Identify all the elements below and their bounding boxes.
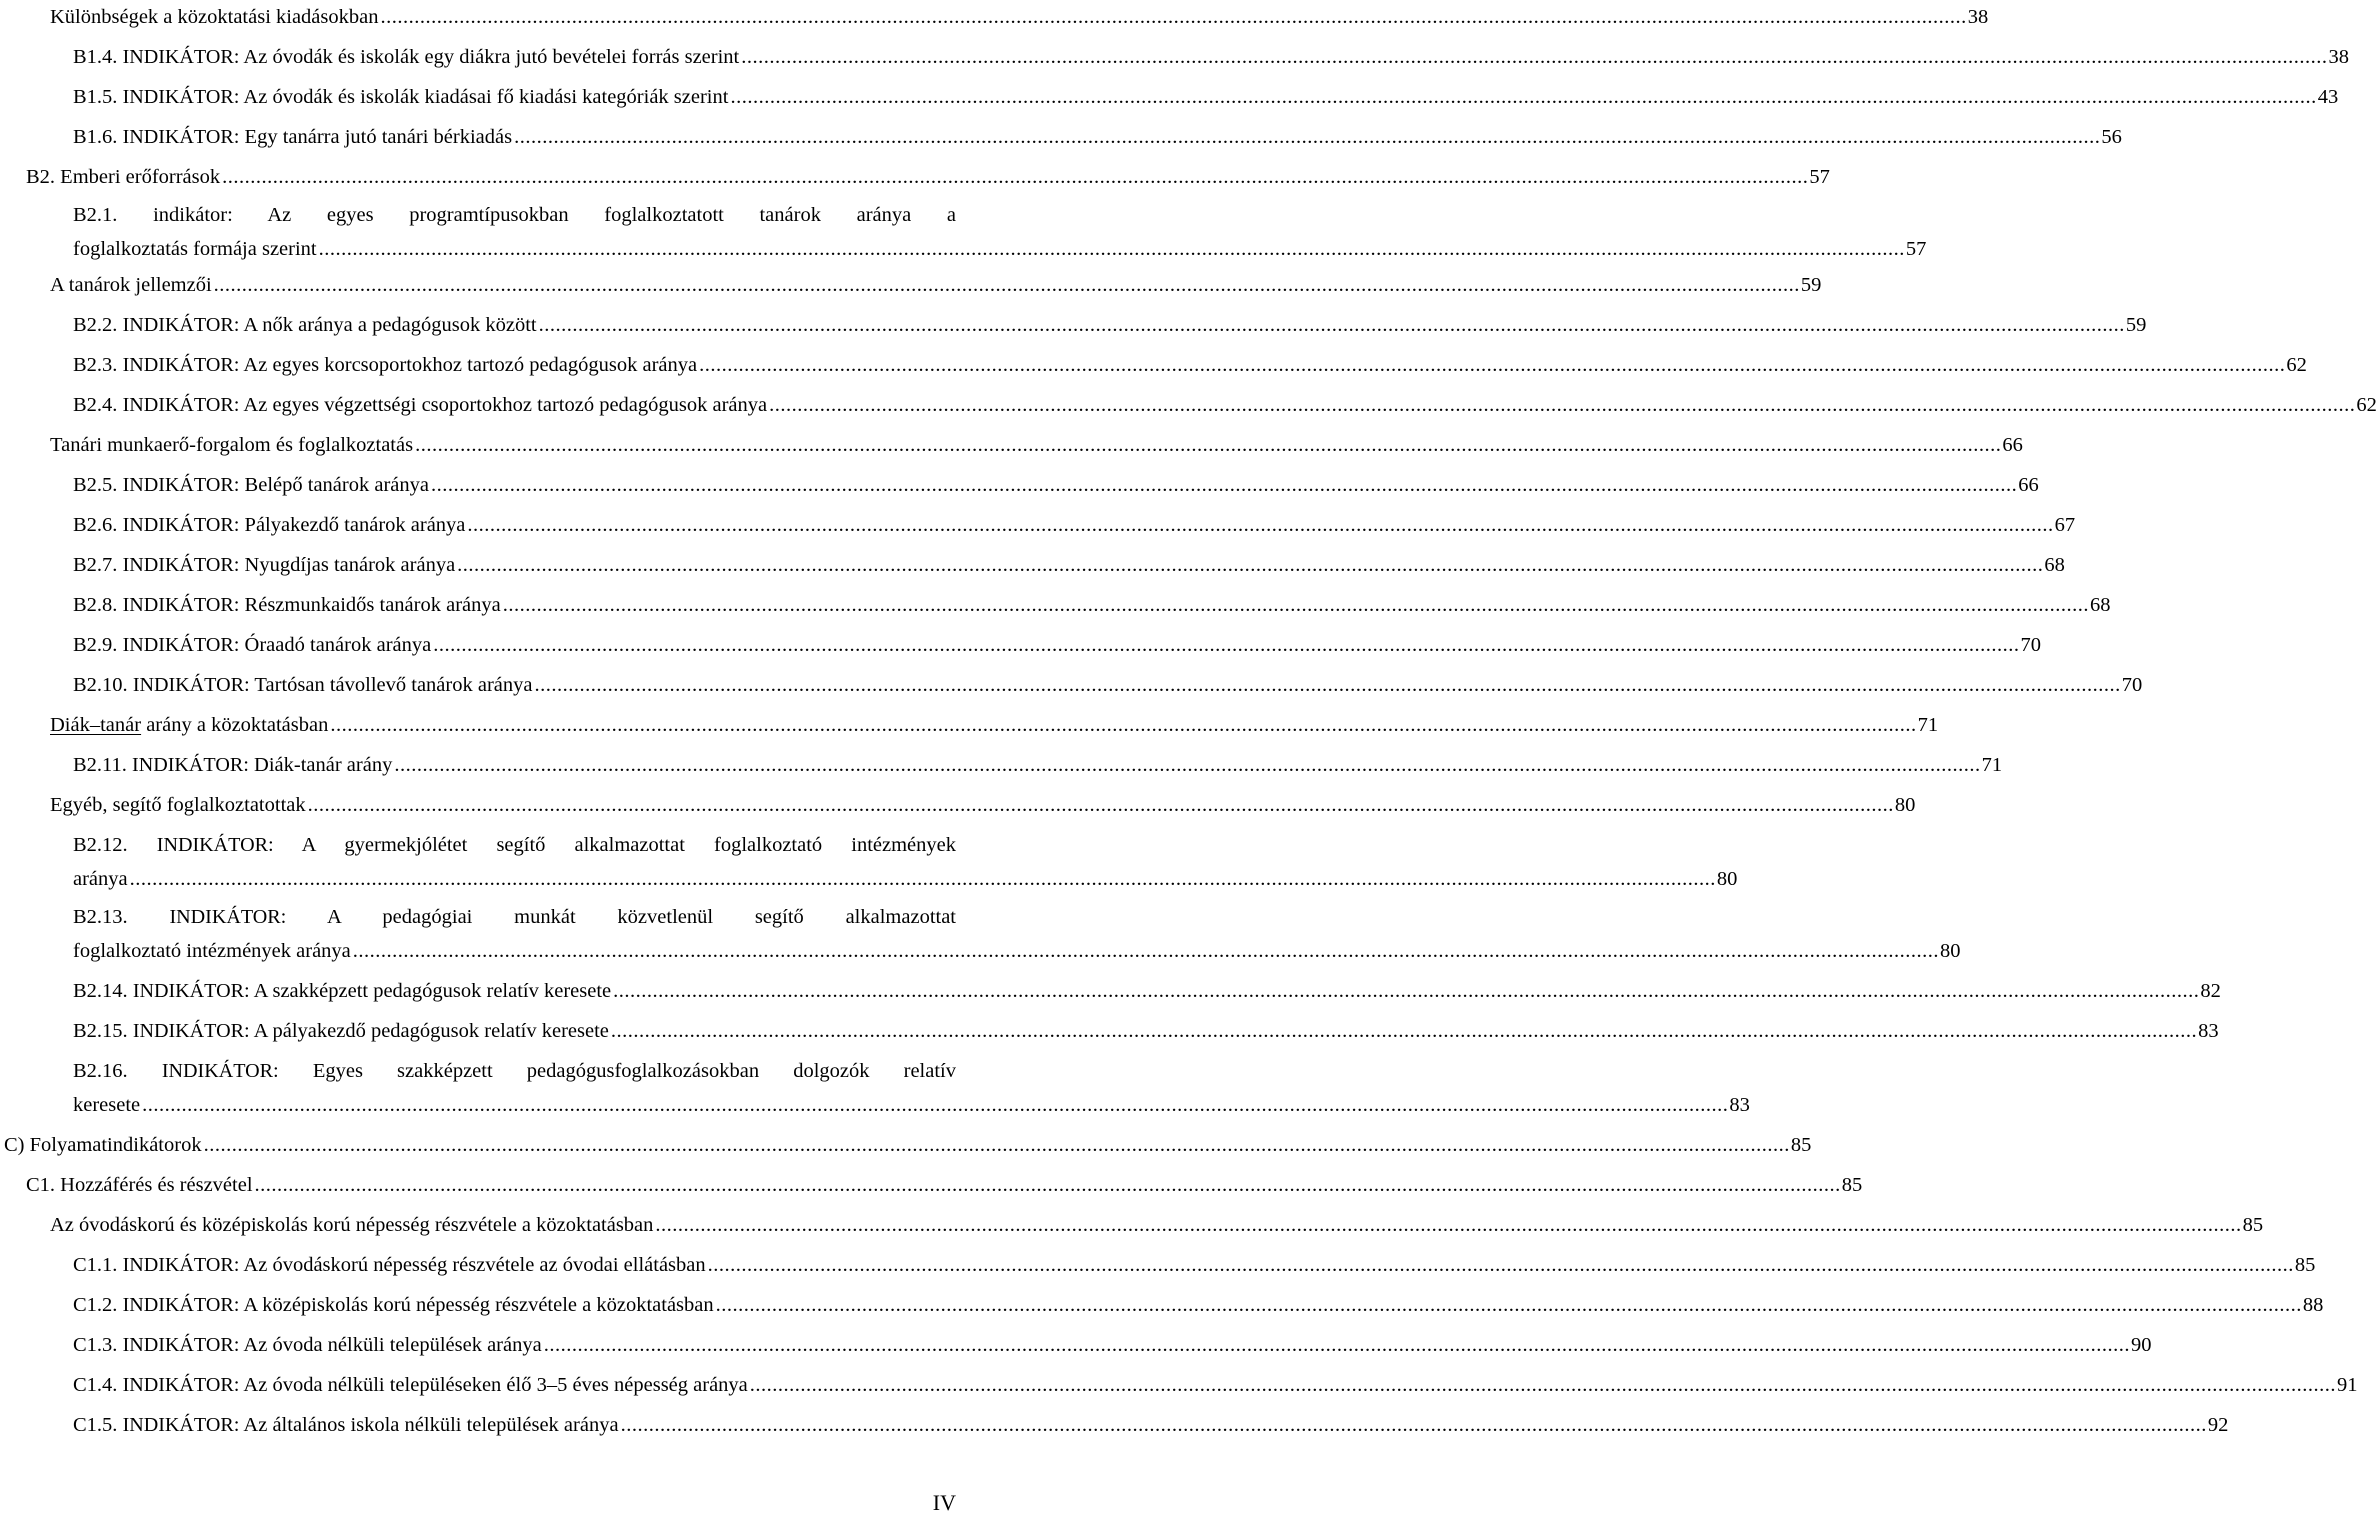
toc-leader-dots (613, 974, 2199, 1008)
toc-entry-number: B2.16. (73, 1060, 128, 1082)
toc-page-number: 59 (1800, 274, 1822, 296)
toc-entry-title (73, 508, 465, 542)
toc-entry-title (73, 668, 532, 702)
toc-page-number: 91 (2337, 1374, 2358, 1396)
toc-leader-dots (467, 508, 2053, 542)
toc-entry-first-line (73, 828, 956, 862)
toc-entry[interactable] (73, 388, 2377, 422)
toc-entry-title (73, 1014, 609, 1048)
toc-entry-number: B2.11. (73, 754, 127, 776)
toc-leader-dots (433, 628, 2019, 662)
toc-entry-title-text: : Az egyes korcsoportokhoz tartozó pedagógusok aránya (233, 354, 698, 376)
toc-entry[interactable] (73, 974, 2221, 1008)
toc-entry-title-text: Tanári munkaerő-forgalom és foglalkoztatás (50, 434, 414, 456)
toc-page-number: 80 (1716, 868, 1738, 890)
toc-leader-dots (353, 934, 1939, 968)
toc-entry-number: B1.4. (73, 46, 118, 68)
toc-page-number: 90 (2130, 1334, 2152, 1356)
toc-entry-number: C1.5. (73, 1414, 118, 1436)
toc-entry-title-text: : Az óvodáskorú népesség részvétele az óvodai ellátásban (233, 1254, 706, 1276)
toc-page-number: 68 (2044, 554, 2065, 576)
toc-leader-dots (415, 428, 2001, 462)
toc-leader-dots (741, 40, 2327, 74)
toc-entry-indicator-label: INDIKÁTOR (122, 1334, 234, 1356)
toc-entry-title-text: : Óraadó tanárok aránya (233, 634, 432, 656)
toc-entry-indicator-label: INDIKÁTOR (122, 394, 234, 416)
toc-entry-indicator-label: INDIKÁTOR (122, 46, 234, 68)
toc-entry-indicator-label: INDIKÁTOR (122, 634, 234, 656)
toc-entry[interactable] (26, 1168, 1863, 1202)
toc-entry-title (50, 268, 212, 302)
toc-entry[interactable] (73, 828, 1738, 896)
toc-entry-number: B2.13. (73, 906, 128, 928)
toc-entry-number: B2.14. (73, 980, 128, 1002)
toc-entry-title-text: : A szakképzett pedagógusok relatív keresete (243, 980, 612, 1002)
toc-page-number: 59 (2125, 314, 2147, 336)
toc-entry-number: B2.9. (73, 634, 118, 656)
toc-entry[interactable] (73, 668, 2143, 702)
toc-entry-title (50, 788, 306, 822)
toc-page-number: 88 (2302, 1294, 2324, 1316)
toc-entry-indicator-label: INDIKÁTOR (122, 126, 234, 148)
toc-leader-dots (539, 308, 2125, 342)
toc-entry-indicator-label: INDIKÁTOR (122, 1254, 234, 1276)
toc-page-number: 85 (2294, 1254, 2316, 1276)
toc-entry-number: B2.7. (73, 554, 118, 576)
toc-entry[interactable] (50, 708, 1939, 742)
toc-entry-title-text: : Pályakezdő tanárok aránya (233, 514, 466, 536)
toc-page-number: 68 (2089, 594, 2111, 616)
toc-entry[interactable] (73, 198, 1927, 266)
toc-entry-title (73, 548, 455, 582)
toc-entry[interactable] (50, 788, 1916, 822)
toc-leader-dots (431, 468, 2017, 502)
toc-entry[interactable] (73, 80, 2339, 114)
toc-entry[interactable] (73, 1328, 2152, 1362)
toc-entry-title (73, 308, 537, 342)
toc-entry-title-text: B2. Emberi erőforrások (26, 166, 221, 188)
toc-entry[interactable] (50, 268, 1822, 302)
toc-entry-indicator-label: INDIKÁTOR (122, 1374, 234, 1396)
toc-leader-dots (457, 548, 2043, 582)
toc-leader-dots (730, 80, 2316, 114)
toc-page-number: 66 (2018, 474, 2039, 496)
toc-leader-dots (503, 588, 2089, 622)
toc-entry-title-text: : Diák-tanár arány (243, 754, 393, 776)
toc-entry-title (73, 120, 512, 154)
page-number: IV (932, 1490, 956, 1515)
toc-leader-dots (769, 388, 2355, 422)
toc-page-number: 71 (1917, 714, 1939, 736)
toc-entry-title-text: : A középiskolás korú népesség részvétele a közoktatásban (233, 1294, 714, 1316)
toc-entry-title-text: : Egy tanárra jutó tanári bérkiadás (233, 126, 513, 148)
toc-entry[interactable] (73, 1368, 2358, 1402)
toc-leader-dots (142, 1088, 1728, 1122)
toc-page-number: 85 (1841, 1174, 1863, 1196)
toc-entry[interactable] (4, 1128, 1812, 1162)
toc-entry-number: B2.4. (73, 394, 118, 416)
toc-entry-title-text: foglalkoztatás formája szerint (73, 238, 317, 260)
toc-entry[interactable] (73, 900, 1961, 968)
toc-page-number: 57 (1809, 166, 1830, 188)
toc-entry-title-text: A tanárok jellemzői (50, 274, 212, 296)
toc-entry[interactable] (73, 348, 2307, 382)
toc-leader-dots (394, 748, 1980, 782)
toc-entry-title-text: : Az egyes végzettségi csoportokhoz tartozó pedagógusok aránya (233, 394, 768, 416)
toc-entry-title-text: : Részmunkaidős tanárok aránya (233, 594, 501, 616)
toc-entry-title-text: : A pályakezdő pedagógusok relatív keresete (243, 1020, 609, 1042)
toc-entry-title-text: aránya (73, 868, 128, 890)
toc-entry-number: C1.1. (73, 1254, 118, 1276)
toc-entry-title (50, 1208, 653, 1242)
toc-entry-title (73, 1088, 140, 1122)
toc-entry-indicator-label: INDIKÁTOR (169, 906, 281, 928)
toc-page-number: 82 (2200, 980, 2221, 1002)
toc-leader-dots (330, 708, 1916, 742)
toc-entry[interactable] (73, 588, 2111, 622)
toc-entry-title-text: Különbségek a közoktatási kiadásokban (50, 6, 379, 28)
toc-entry[interactable] (73, 548, 2065, 582)
toc-leader-dots (204, 1128, 1790, 1162)
toc-leader-dots (308, 788, 1894, 822)
toc-entry-title (73, 934, 351, 968)
toc-entry-title-text: foglalkoztató intézmények aránya (73, 940, 351, 962)
toc-entry-title (73, 1408, 619, 1442)
toc-entry-title (26, 1168, 253, 1202)
toc-entry-number: B1.6. (73, 126, 118, 148)
toc-leader-dots (621, 1408, 2207, 1442)
toc-entry-title-text: Az óvodáskorú és középiskolás korú népesség részvétele a közoktatásban (50, 1214, 654, 1236)
toc-page-number: 62 (2356, 394, 2377, 416)
toc-entry-indicator-label: INDIKÁTOR (122, 314, 234, 336)
toc-entry-number: B2.3. (73, 354, 118, 376)
toc-entry-title (50, 708, 328, 742)
toc-entry-indicator-label: INDIKÁTOR (122, 514, 234, 536)
toc-entry-title (73, 1368, 748, 1402)
toc-entry[interactable] (50, 1208, 2264, 1242)
toc-entry-title (73, 1328, 542, 1362)
toc-entry-title-text: : Tartósan távollevő tanárok aránya (243, 674, 533, 696)
toc-entry-indicator-label: INDIKÁTOR (132, 674, 244, 696)
toc-leader-dots (611, 1014, 2197, 1048)
toc-page-number: 80 (1940, 940, 1961, 962)
toc-entry[interactable] (73, 120, 2122, 154)
toc-leader-dots (255, 1168, 1841, 1202)
toc-leader-dots (655, 1208, 2241, 1242)
toc-page-number: 62 (2286, 354, 2307, 376)
toc-page-number: 57 (1905, 238, 1927, 260)
toc-entry-title (73, 748, 392, 782)
toc-leader-dots (130, 862, 1716, 896)
toc-entry[interactable] (50, 428, 2023, 462)
toc-entry-title-text: : Az óvodák és iskolák kiadásai fő kiadási kategóriák szerint (233, 86, 729, 108)
toc-entry-title-text: Egyéb, segítő foglalkoztatottak (50, 794, 306, 816)
toc-entry-indicator-label: INDIKÁTOR (132, 980, 244, 1002)
toc-entry-indicator-label: INDIKÁTOR (122, 1414, 234, 1436)
toc-entry-indicator-label: INDIKÁTOR (122, 474, 234, 496)
toc-entry[interactable] (50, 0, 1989, 34)
toc-entry-first-line (73, 1054, 956, 1088)
toc-page-number: 38 (2328, 46, 2349, 68)
toc-entry-title (4, 1128, 202, 1162)
toc-page-number: 85 (1790, 1134, 1812, 1156)
toc-leader-dots (708, 1248, 2294, 1282)
toc-page-number: 71 (1981, 754, 2003, 776)
toc-entry-title-text: : Belépő tanárok aránya (233, 474, 429, 496)
toc-entry-title (73, 232, 317, 266)
toc-entry-title (26, 160, 220, 194)
toc-page-number: 56 (2101, 126, 2122, 148)
toc-entry-title (50, 0, 378, 34)
toc-entry-indicator-label: INDIKÁTOR (156, 834, 268, 856)
toc-leader-dots (699, 348, 2285, 382)
toc-leader-dots (514, 120, 2100, 154)
toc-leader-dots (716, 1288, 2302, 1322)
toc-entry-title (73, 1248, 706, 1282)
toc-page-number: 70 (2020, 634, 2041, 656)
toc-entry-indicator-label: INDIKÁTOR (122, 594, 234, 616)
toc-entry-title (50, 428, 413, 462)
toc-entry-title-text: C1. Hozzáférés és részvétel (26, 1174, 253, 1196)
toc-leader-dots (534, 668, 2120, 702)
toc-entry[interactable] (73, 628, 2041, 662)
toc-entry[interactable] (73, 1054, 1750, 1122)
toc-entry[interactable] (73, 508, 2076, 542)
toc-entry[interactable] (26, 160, 1830, 194)
toc-entry-number: B2.8. (73, 594, 118, 616)
toc-entry-number: B2.15. (73, 1020, 128, 1042)
toc-entry-title (73, 628, 431, 662)
toc-entry-title (73, 80, 728, 114)
toc-entry-number: B2.2. (73, 314, 118, 336)
toc-entry-title-start: : Egyes szakképzett pedagógusfoglalkozásokban dolgozók relatív (273, 1060, 956, 1082)
toc-entry-title (73, 862, 128, 896)
toc-leader-dots (319, 232, 1905, 266)
toc-entry-indicator-label: INDIKÁTOR (132, 754, 244, 776)
toc-entry-number: B2.6. (73, 514, 118, 536)
toc-entry-number: C1.2. (73, 1294, 118, 1316)
toc-entry-indicator-label: INDIKÁTOR (161, 1060, 273, 1082)
toc-entry-first-line (73, 900, 956, 934)
toc-entry-number: B2.10. (73, 674, 128, 696)
toc-leader-dots (380, 0, 1966, 34)
toc-entry-title-text: : A nők aránya a pedagógusok között (233, 314, 537, 336)
toc-page-number: 66 (2002, 434, 2023, 456)
toc-entry-title-text: : Az óvoda nélküli településeken élő 3–5 éves népesség aránya (233, 1374, 748, 1396)
toc-leader-dots (214, 268, 1800, 302)
toc-entry-title (73, 974, 611, 1008)
toc-entry[interactable] (73, 748, 2003, 782)
toc-leader-dots (544, 1328, 2130, 1362)
toc-entry[interactable] (73, 1248, 2316, 1282)
toc-entry-title-start: B2.1. indikátor: Az egyes programtípusokban foglalkoztatott tanárok aránya a (73, 204, 956, 226)
toc-entry-title (73, 1288, 714, 1322)
toc-entry-title-text: : Az óvodák és iskolák egy diákra jutó bevételei forrás szerint (233, 46, 740, 68)
toc-entry-title-text: keresete (73, 1094, 141, 1116)
toc-entry[interactable] (73, 1408, 2229, 1442)
toc-entry[interactable] (73, 1014, 2219, 1048)
toc-entry-title-text: : Az általános iskola nélküli települések aránya (233, 1414, 619, 1436)
toc-leader-dots (750, 1368, 2336, 1402)
toc-page-number: 92 (2207, 1414, 2229, 1436)
toc-page-number: 83 (2198, 1020, 2219, 1042)
toc-entry-indicator-label: INDIKÁTOR (122, 1294, 234, 1316)
toc-entry-title (73, 40, 739, 74)
toc-page-number: 67 (2054, 514, 2076, 536)
toc-entry-indicator-label: INDIKÁTOR (122, 86, 234, 108)
toc-entry-indicator-label: INDIKÁTOR (122, 554, 234, 576)
toc-entry[interactable] (73, 1288, 2324, 1322)
toc-entry-number: C1.3. (73, 1334, 118, 1356)
toc-entry-number: C1.4. (73, 1374, 118, 1396)
toc-page-number: 85 (2242, 1214, 2264, 1236)
toc-entry-title (73, 468, 429, 502)
toc-entry[interactable] (73, 308, 2147, 342)
toc-page-number: 70 (2121, 674, 2143, 696)
toc-entry-title (73, 348, 697, 382)
toc-entry-first-line (73, 198, 956, 232)
toc-page-number: 80 (1894, 794, 1916, 816)
toc-page-number: 83 (1729, 1094, 1750, 1116)
toc-entry-title-text: : Az óvoda nélküli települések aránya (233, 1334, 542, 1356)
toc-entry-number: B2.5. (73, 474, 118, 496)
toc-entry-number: B2.12. (73, 834, 128, 856)
toc-page-number: 43 (2317, 86, 2339, 108)
toc-leader-dots (222, 160, 1808, 194)
toc-entry[interactable] (73, 40, 2349, 74)
toc-entry-number: B1.5. (73, 86, 118, 108)
toc-entry-title-text: C) Folyamatindikátorok (4, 1134, 202, 1156)
toc-entry[interactable] (73, 468, 2039, 502)
toc-entry-title-start: : A gyermekjólétet segítő alkalmazottat foglalkoztató intézmények (267, 834, 957, 856)
toc-entry-title (73, 388, 767, 422)
toc-entry-indicator-label: INDIKÁTOR (132, 1020, 244, 1042)
toc-page-number: 38 (1967, 6, 1989, 28)
toc-entry-title-text: : Nyugdíjas tanárok aránya (233, 554, 456, 576)
toc-entry-title (73, 588, 501, 622)
toc-entry-indicator-label: INDIKÁTOR (122, 354, 234, 376)
toc-entry-title-start: : A pedagógiai munkát közvetlenül segítő alkalmazottat (280, 906, 956, 928)
toc-entry-title-text: Diák–tanár arány a közoktatásban (50, 714, 329, 736)
